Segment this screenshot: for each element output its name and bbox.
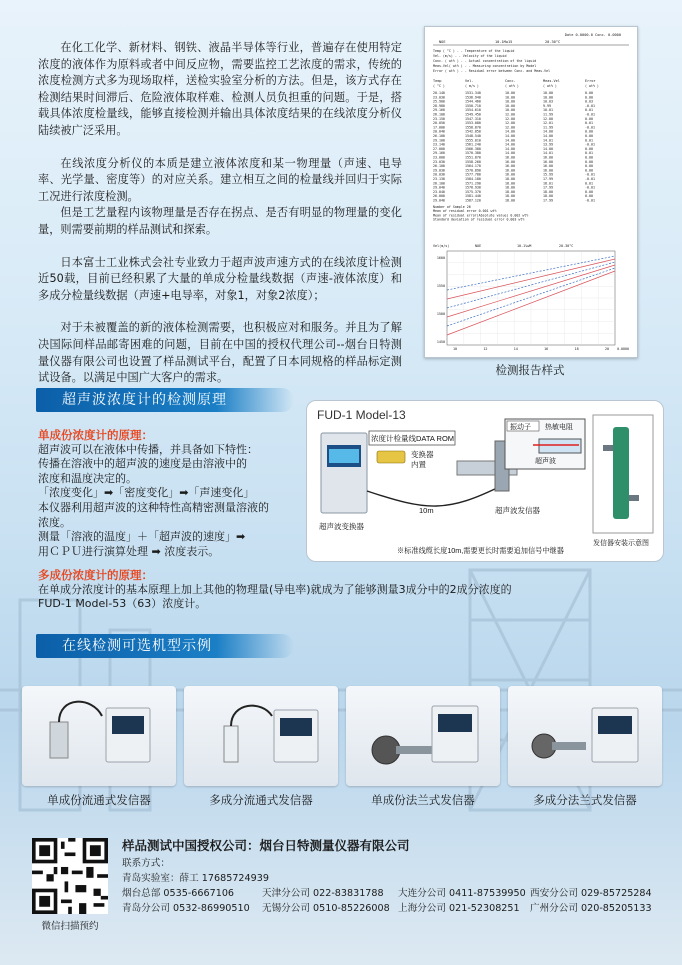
report-table-cell: 0.00 bbox=[585, 95, 593, 100]
intro-paragraph: 对于未被覆盖的新的液体检测需要，也积极应对和服务。并且为了解决国际间样品邮寄困难的问题，目前在中国的授权代理公司--烟台日特测量仪器有限公司也设置了样品测试平台，配置了日本同规格的样品标定测试设备。以满足中国广大客户的需求。 bbox=[38, 321, 402, 385]
office-item: 烟台总部 0535-6667106 bbox=[122, 888, 235, 899]
report-table-cell: 1551.870 bbox=[465, 155, 481, 160]
report-table-cell: 0.00 bbox=[585, 194, 593, 199]
report-table-cell: 0.03 bbox=[585, 99, 593, 104]
report-sample-sheet bbox=[425, 27, 637, 357]
rom-label: 浓度计检量线DATA ROM bbox=[371, 434, 455, 443]
report-table-cell: 1587.120 bbox=[465, 198, 481, 203]
product-label-single-flow: 单成份流通式发信器 bbox=[47, 793, 151, 807]
single-principle-line: 测量「溶液的温度」＋「超声波的速度」➡ bbox=[38, 530, 246, 544]
report-table-cell: -0.01 bbox=[585, 125, 595, 130]
report-table-cell: 16.00 bbox=[505, 155, 515, 160]
report-table-cell: 1570.890 bbox=[465, 168, 481, 173]
report-table-cell: -0.01 bbox=[585, 112, 595, 117]
report-chart-xtick: 12 bbox=[483, 347, 488, 351]
intro-text bbox=[38, 40, 402, 403]
single-principle-line: 浓度和温度决定的。 bbox=[38, 471, 137, 485]
report-header-col: 10-1Mw15 bbox=[495, 40, 513, 44]
report-table-cell: 15.99 bbox=[543, 172, 553, 177]
report-sample-image bbox=[424, 26, 638, 358]
report-table-cell: 12.00 bbox=[543, 116, 553, 121]
report-table-unit: ( wt% ) bbox=[505, 84, 519, 88]
lab-contact: 青岛实验室：薛工 17685724939 bbox=[122, 873, 269, 884]
report-table-cell: -0.01 bbox=[585, 185, 595, 190]
transducer-label: 变换器 bbox=[411, 450, 434, 459]
diagram-title: FUD-1 Model-13 bbox=[317, 408, 406, 422]
report-table-cell: 1548.540 bbox=[465, 134, 481, 138]
product-illustration-3 bbox=[346, 686, 500, 786]
vibrator-label: 振动子 bbox=[510, 424, 531, 431]
report-table-cell: 1571.290 bbox=[465, 181, 481, 186]
report-table-cell: 1542.850 bbox=[465, 129, 481, 134]
product-illustration-4 bbox=[508, 686, 662, 786]
report-table-cell: 26.100 bbox=[433, 164, 445, 169]
report-header-col: 20-30°C bbox=[545, 40, 561, 44]
contact-title: 联系方式： bbox=[122, 858, 170, 869]
report-table-cell: 1550.710 bbox=[465, 103, 481, 108]
report-table-cell: 1581.440 bbox=[465, 194, 481, 199]
multi-principle-heading: 多成份浓度计的原理： bbox=[38, 568, 153, 582]
diagram-illustration bbox=[307, 401, 663, 561]
product-label-single-flange: 单成份法兰式发信器 bbox=[371, 793, 475, 807]
intro-paragraph: 在化工化学、新材料、钢铁、液晶半导体等行业，普遍存在使用特定浓度的液体作为原料或者中间反应物，需要监控工艺浓度的需求，传统的浓度检测方式多为现场取样，送检实验室分析的方法。但是，该方式存在检测结果时间滞后、危险液体取样难、检测人员负担重的问题。于是，搭载具体浓度检量线，能够直接检测并输出具体浓度结果的在线浓度分析仪陆续被广泛采用。 bbox=[38, 41, 402, 137]
report-table-cell: 1544.460 bbox=[465, 99, 481, 104]
office-item: 广州分公司 020-85205133 bbox=[530, 903, 652, 914]
report-table-cell: 0.00 bbox=[585, 189, 593, 194]
report-table-cell: 1564.170 bbox=[465, 164, 481, 169]
report-table-cell: 20.040 bbox=[433, 129, 445, 134]
report-table-cell: 16.00 bbox=[505, 159, 515, 164]
report-table-cell: 1549.450 bbox=[465, 112, 481, 117]
cable-length-label: 10m bbox=[419, 506, 434, 515]
report-chart-xtick: 20 bbox=[604, 347, 610, 351]
report-table-cell: 14.00 bbox=[543, 129, 553, 134]
rom-chip-shape bbox=[377, 451, 405, 463]
report-table-cell: 25.900 bbox=[433, 99, 445, 104]
report-table-cell: 17.99 bbox=[543, 177, 553, 181]
report-table-cell: 18.00 bbox=[543, 194, 553, 199]
single-principle-line: 超声波可以在液体中传播，并具备如下特性： bbox=[38, 442, 258, 456]
thermistor-label: 热敏电阻 bbox=[545, 424, 573, 431]
multi-principle bbox=[38, 568, 648, 612]
report-table-cell: 10.00 bbox=[505, 108, 515, 113]
single-principle-line: 用ＣＰＵ进行演算处理 ➡ 浓度表示。 bbox=[38, 544, 220, 558]
report-header-col: NOE bbox=[439, 40, 446, 44]
report-table-cell: 12.00 bbox=[505, 121, 515, 126]
intro-paragraph: 但是工艺量程内该物理量是否存在拐点、是否有明显的物理量的变化量，则需要前期的样品测试和探索。 bbox=[38, 206, 402, 236]
report-table-cell: 14.00 bbox=[505, 129, 515, 134]
section-banner-models: 在线检测可选机型示例 bbox=[36, 634, 294, 658]
report-table-cell: 1547.310 bbox=[465, 116, 481, 121]
report-table-cell: 16.00 bbox=[505, 168, 515, 173]
report-chart-xtick: 10 bbox=[452, 347, 458, 351]
report-chart-ytick: 1550 bbox=[436, 284, 445, 288]
report-table-cell: 23.000 bbox=[433, 155, 445, 160]
report-table-cell: 29.040 bbox=[433, 185, 445, 190]
report-table-cell: 18.00 bbox=[505, 189, 515, 194]
single-principle bbox=[38, 428, 300, 559]
report-table-cell: 23.030 bbox=[433, 159, 445, 164]
single-principle-line: 「浓度变化」➡「密度变化」➡「声速变化」 bbox=[38, 486, 255, 500]
report-table-cell: 18.00 bbox=[543, 189, 553, 194]
multi-principle-line: FUD-1 Model-53（63）浓度计。 bbox=[38, 597, 207, 611]
report-table-unit: ( °C ) bbox=[433, 84, 445, 88]
intro-paragraph: 日本富士工业株式会社专业致力于超声波声速方式的在线浓度计检测近50载，目前已经积累了大量的单成分检量线数据（声速-液体浓度）和多成分检量线数据（声速+电导率，对象1，对象2浓度）； bbox=[38, 255, 402, 302]
contact-info bbox=[122, 856, 662, 916]
report-table-cell: 0.01 bbox=[585, 181, 593, 186]
report-table-cell: 18.01 bbox=[543, 181, 553, 186]
report-table-cell: 1566.380 bbox=[465, 146, 481, 151]
report-table-cell: 0.00 bbox=[585, 116, 593, 121]
report-table-cell: 10.00 bbox=[505, 91, 515, 95]
report-table-cell: 16.00 bbox=[543, 155, 553, 160]
office-row bbox=[122, 886, 662, 901]
report-table-head: Conc. bbox=[505, 79, 516, 83]
report-table-cell: 26.100 bbox=[433, 134, 445, 138]
report-table-cell: 18.00 bbox=[505, 177, 515, 181]
report-table-cell: 1577.780 bbox=[465, 172, 481, 177]
report-table-cell: 1558.260 bbox=[465, 159, 481, 164]
report-table-cell: 0.01 bbox=[585, 138, 593, 143]
product-label-multi-flange: 多成分法兰式发信器 bbox=[533, 793, 637, 807]
report-chart-xtick: 16 bbox=[544, 347, 549, 351]
report-table-cell: 10.00 bbox=[543, 91, 553, 95]
report-table-head: Meas.Vel bbox=[543, 79, 560, 83]
office-item: 西安分公司 029-85725284 bbox=[530, 888, 652, 899]
report-table-cell: 0.01 bbox=[585, 151, 593, 156]
single-principle-line: 本仪器利用超声波的这种特性高精密测量溶液的 bbox=[38, 500, 269, 514]
report-table-head: Vel. bbox=[465, 79, 474, 83]
company-name: 样品测试中国授权公司：烟台日特测量仪器有限公司 bbox=[122, 838, 410, 853]
report-table-cell: 23.150 bbox=[433, 116, 445, 121]
report-table-cell: 11.99 bbox=[543, 125, 553, 130]
report-table-cell: 14.01 bbox=[543, 138, 553, 143]
report-table-cell: 23.030 bbox=[433, 95, 445, 100]
report-table-cell: 23.140 bbox=[433, 142, 445, 147]
product-gallery bbox=[22, 686, 662, 816]
report-table-cell: 1575.370 bbox=[465, 189, 481, 194]
report-table-cell: 10.00 bbox=[543, 95, 553, 100]
report-table-cell: 1584.180 bbox=[465, 177, 481, 181]
report-header-line: Date 0-0000.0 Conc. 0-0000 bbox=[564, 33, 621, 37]
report-table-cell: 29.160 bbox=[433, 108, 445, 113]
report-chart-ytick: 1500 bbox=[436, 312, 445, 316]
product-illustration-1 bbox=[22, 686, 176, 786]
report-table-cell: 1531.340 bbox=[465, 91, 481, 95]
report-table-cell: 17.99 bbox=[543, 198, 553, 203]
cable-shape bbox=[367, 485, 503, 506]
transducer-label-2: 内置 bbox=[411, 460, 426, 469]
qr-code-icon bbox=[32, 838, 108, 914]
report-legend-line: Temp ( °C ) - - Temperature of the liquid bbox=[433, 49, 515, 53]
report-table-cell: 12.00 bbox=[505, 116, 515, 121]
install-label: 发信器安装示意图 bbox=[593, 540, 649, 547]
report-table-cell: 18.00 bbox=[505, 198, 515, 203]
install-flange-bottom bbox=[629, 495, 639, 501]
report-table-cell: 26.100 bbox=[433, 181, 445, 186]
report-table-cell: 1555.010 bbox=[465, 138, 481, 143]
report-table-cell: 0.00 bbox=[585, 91, 593, 95]
report-table-cell: 28.980 bbox=[433, 103, 445, 108]
report-chart-ytick: 1600 bbox=[436, 256, 445, 260]
product-image-multi-flow bbox=[184, 686, 338, 786]
multi-principle-line: 在单成分浓度计的基本原理上加上其他的物理量(导电率)就成为了能够测量3成分中的2成分浓度的 bbox=[38, 582, 512, 596]
report-table-cell: 0.00 bbox=[585, 146, 593, 151]
report-table-cell: 12.00 bbox=[505, 125, 515, 130]
report-table-cell: 29.030 bbox=[433, 168, 445, 173]
report-table-cell: 29.160 bbox=[433, 151, 445, 156]
report-table-cell: 17.99 bbox=[543, 185, 553, 190]
report-table-cell: 12.01 bbox=[543, 121, 553, 126]
diagram-note: ※标准线缆长度10m,需要更长时需要追加信号中继器 bbox=[397, 546, 564, 555]
office-item: 天津分公司 022-83831788 bbox=[262, 888, 384, 899]
report-table-cell: 1561.240 bbox=[465, 142, 481, 147]
report-table-cell: 0.01 bbox=[585, 108, 593, 113]
report-legend-line: Error ( wt% ) - - Residual error between Conc. and Meas.Vel bbox=[433, 69, 551, 73]
report-table-cell: 23.040 bbox=[433, 189, 445, 194]
report-table-cell: 1553.080 bbox=[465, 121, 481, 126]
report-table-cell: 16.00 bbox=[505, 172, 515, 177]
report-table-cell: 0.00 bbox=[585, 159, 593, 164]
report-table-cell: 14.00 bbox=[505, 146, 515, 151]
report-table-cell: 16.00 bbox=[543, 164, 553, 169]
report-table-cell: 0.00 bbox=[585, 164, 593, 169]
report-table-cell: 27.000 bbox=[433, 146, 445, 151]
office-item: 青岛分公司 0532-86990510 bbox=[122, 903, 250, 914]
product-image-multi-flange bbox=[508, 686, 662, 786]
report-chart-head: NOE bbox=[475, 244, 482, 248]
report-table-cell: 1536.940 bbox=[465, 95, 481, 100]
report-table-unit: ( wt% ) bbox=[543, 84, 557, 88]
report-chart-corner: 0-0000 bbox=[617, 347, 629, 351]
report-chart-head: Vel(m/s) bbox=[433, 244, 450, 248]
report-table-unit: ( wt% ) bbox=[585, 84, 599, 88]
report-table-unit: ( m/s ) bbox=[465, 84, 479, 88]
multi-principle-body bbox=[38, 583, 648, 612]
report-table-cell: 10.00 bbox=[505, 99, 515, 104]
report-chart-xtick: 18 bbox=[574, 347, 579, 351]
report-chart-ytick: 1450 bbox=[436, 340, 445, 344]
wave-label: 超声波 bbox=[535, 458, 556, 465]
report-table-cell: 0.00 bbox=[585, 168, 593, 173]
report-table-cell: 10.00 bbox=[505, 103, 515, 108]
report-table-head: Error bbox=[585, 79, 596, 83]
report-caption: 检测报告样式 bbox=[495, 363, 565, 377]
report-table-cell: 16.00 bbox=[505, 164, 515, 169]
report-table-cell: -0.01 bbox=[585, 177, 595, 181]
office-item: 大连分公司 0411-87539950 bbox=[398, 888, 526, 899]
section-banner-principle: 超声波浓度计的检测原理 bbox=[36, 388, 294, 412]
report-table-cell: 26.000 bbox=[433, 194, 445, 199]
report-chart-head: 10-1%wM bbox=[517, 244, 532, 248]
report-table-cell: 17.000 bbox=[433, 125, 445, 130]
report-table-cell: -0.01 bbox=[585, 172, 595, 177]
report-table-head: Temp bbox=[433, 79, 442, 83]
report-table-cell: 14.00 bbox=[505, 151, 515, 156]
qr-caption: 微信扫描预约 bbox=[41, 921, 99, 932]
report-table-cell: 0.00 bbox=[585, 129, 593, 134]
intro-paragraph: 在线浓度分析仪的本质是建立液体浓度和某一物理量（声速、电导率、光学量、密度等）的对应关系。建立相互之间的检量线并回归于实际工况进行浓度检测。 bbox=[38, 156, 402, 203]
report-summary-line: Mean of residual error(Absolute value) 0.002 wt% bbox=[433, 213, 529, 218]
report-legend-line: Conc. ( wt% ) - - Actual concentration of the liquid bbox=[433, 59, 537, 63]
product-image-single-flow bbox=[22, 686, 176, 786]
report-table-cell: 20.030 bbox=[433, 172, 445, 177]
wechat-qr-code[interactable] bbox=[32, 838, 108, 914]
product-illustration-2 bbox=[184, 686, 338, 786]
report-table-cell: 29.040 bbox=[433, 198, 445, 203]
report-summary-line: Mean of residual error 0.001 wt% bbox=[433, 209, 497, 214]
report-summary-line: Number of Sample 26 bbox=[433, 204, 471, 209]
report-table-cell: -0.01 bbox=[585, 103, 595, 108]
report-table-cell: 23.130 bbox=[433, 177, 445, 181]
report-table-cell: 1554.610 bbox=[465, 108, 481, 113]
report-table-cell: 14.00 bbox=[505, 134, 515, 138]
fud1-model13-diagram bbox=[306, 400, 664, 562]
report-table-cell: 1558.870 bbox=[465, 125, 481, 130]
report-table-cell: 14.00 bbox=[505, 142, 515, 147]
report-table-cell: 14.00 bbox=[543, 134, 553, 138]
office-item: 上海分公司 021-52308251 bbox=[398, 903, 520, 914]
office-item: 无锡分公司 0510-85226008 bbox=[262, 903, 390, 914]
report-table-cell: 26.100 bbox=[433, 112, 445, 117]
report-chart-head: 20-30°C bbox=[559, 244, 574, 248]
report-table-cell: 10.00 bbox=[505, 95, 515, 100]
report-table-cell: 18.00 bbox=[505, 185, 515, 190]
report-table-cell: 1570.380 bbox=[465, 151, 481, 156]
office-row bbox=[122, 901, 662, 916]
report-table-cell: 0.01 bbox=[585, 121, 593, 126]
report-table-cell: 20.050 bbox=[433, 121, 445, 126]
report-table-cell: 18.00 bbox=[505, 194, 515, 199]
footer bbox=[0, 824, 682, 965]
report-table-cell: -0.01 bbox=[585, 198, 595, 203]
report-table-cell: 10.03 bbox=[543, 99, 553, 104]
report-legend-line: Vel. (m/s) - - Velocity of the liquid bbox=[433, 54, 507, 58]
report-table-cell: 16.00 bbox=[543, 159, 553, 164]
product-image-single-flange bbox=[346, 686, 500, 786]
report-table-cell: 16.00 bbox=[543, 168, 553, 173]
report-table-cell: 29.100 bbox=[433, 138, 445, 143]
install-pipe-shape bbox=[613, 427, 629, 519]
converter-screen-shape bbox=[329, 449, 359, 463]
report-table-cell: 9.99 bbox=[543, 103, 551, 108]
report-table-cell: 0.00 bbox=[585, 134, 593, 138]
report-table-cell: 13.99 bbox=[543, 142, 553, 147]
report-table-cell: 10.01 bbox=[543, 108, 553, 113]
report-chart-xtick: 14 bbox=[513, 347, 518, 351]
product-label-multi-flow: 多成分流通式发信器 bbox=[209, 793, 313, 807]
report-table-cell: 14.00 bbox=[505, 138, 515, 143]
converter-label: 超声波变换器 bbox=[319, 522, 364, 531]
report-table-cell: 14.00 bbox=[543, 146, 553, 151]
report-summary-line: Standard deviation of residual error 0.003 wt% bbox=[433, 217, 525, 222]
install-flange-top bbox=[603, 445, 613, 451]
report-table-cell: 14.01 bbox=[543, 151, 553, 156]
report-table-cell: 12.00 bbox=[505, 112, 515, 117]
report-table-cell: 20.140 bbox=[433, 91, 445, 95]
cutaway-pipe-shape bbox=[539, 439, 581, 453]
single-principle-line: 传播在溶液中的超声波的速度是由溶液中的 bbox=[38, 457, 247, 471]
report-table-cell: 11.99 bbox=[543, 112, 553, 117]
single-principle-heading: 单成份浓度计的原理： bbox=[38, 428, 153, 442]
report-table-cell: -0.01 bbox=[585, 142, 595, 147]
single-principle-body bbox=[38, 443, 300, 560]
report-table-cell: 18.00 bbox=[505, 181, 515, 186]
report-table-cell: 0.00 bbox=[585, 155, 593, 160]
single-principle-line: 浓度。 bbox=[38, 515, 71, 529]
report-legend-line: Meas.Vel( wt% ) - - Measuring concentration by Model bbox=[433, 64, 537, 68]
report-table-cell: 1578.930 bbox=[465, 185, 481, 190]
transmitter-label: 超声波发信器 bbox=[495, 506, 540, 515]
